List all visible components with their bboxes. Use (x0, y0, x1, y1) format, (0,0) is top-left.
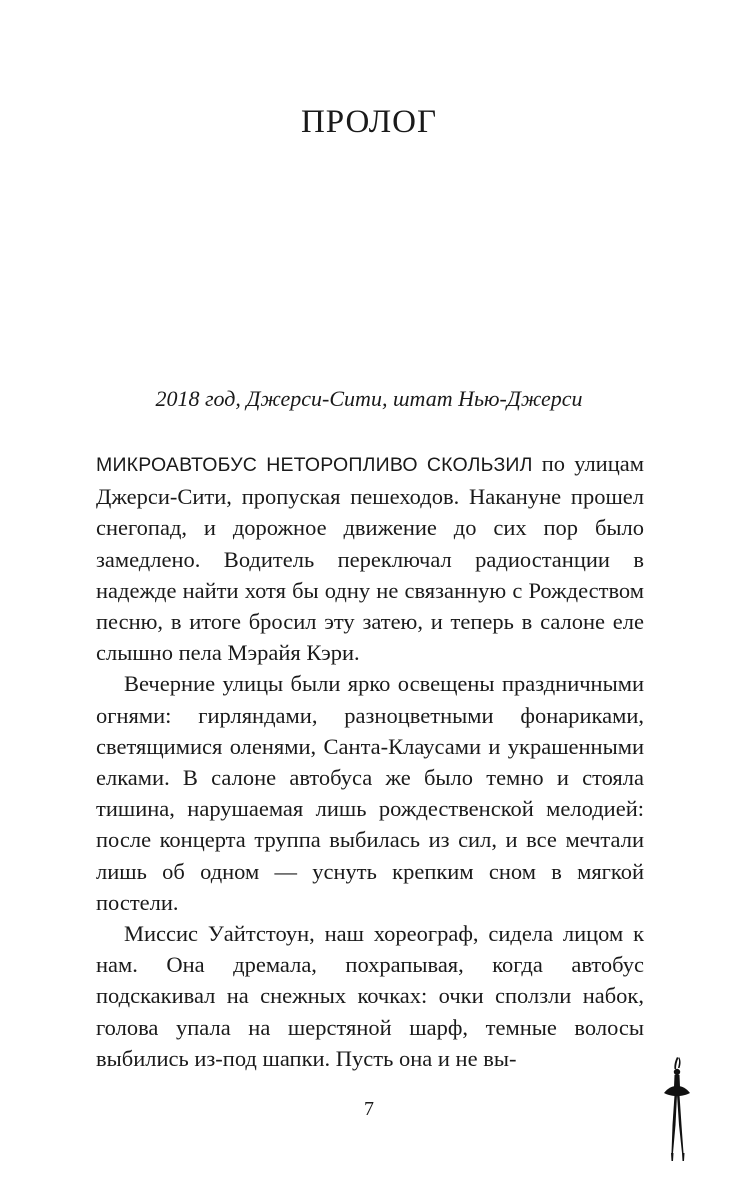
page-number: 7 (364, 1098, 374, 1120)
epigraph: 2018 год, Джерси-Сити, штат Нью-Джерси (155, 386, 583, 411)
ballerina-silhouette-icon (656, 1055, 696, 1165)
paragraph-3: Миссис Уайтстоун, наш хореограф, сидела лицом к нам. Она дремала, похрапывая, когда автобус подскакивал на снежных кочках: очки сползли набок, голова упала на шерстяной шарф, темные волосы выбились из-под шапки. Пусть она и не вы- (96, 921, 644, 1071)
paragraph-2: Вечерние улицы были ярко освещены праздничными огнями: гирляндами, разноцветными фонариками, светящимися оленями, Санта-Клаусами и украшенными елками. В салоне автобуса же было темно и стояла тишина, нарушаемая лишь рождественской мелодией: после концерта труппа выбилась из сил, и все мечтали лишь об одном — уснуть крепким сном в мягкой постели. (96, 671, 644, 915)
paragraph-1-text: по улицам Джерси-Сити, пропуская пешеходов. Накануне прошел снегопад, и дорожное движение до сих пор было замедлено. Водитель переключал радиостанции в надежде найти хотя бы одну не связанную с Рождеством песню, в итоге бросил эту затею, и теперь в салоне еле слышно пела Мэрайя Кэри. (96, 451, 644, 666)
paragraph-1 (96, 448, 644, 668)
paragraph-1-lead: МИКРОАВТОБУС НЕТОРОПЛИВО СКОЛЬЗИЛ (96, 454, 533, 476)
chapter-title: ПРОЛОГ (300, 104, 438, 140)
body-text (96, 448, 644, 1074)
